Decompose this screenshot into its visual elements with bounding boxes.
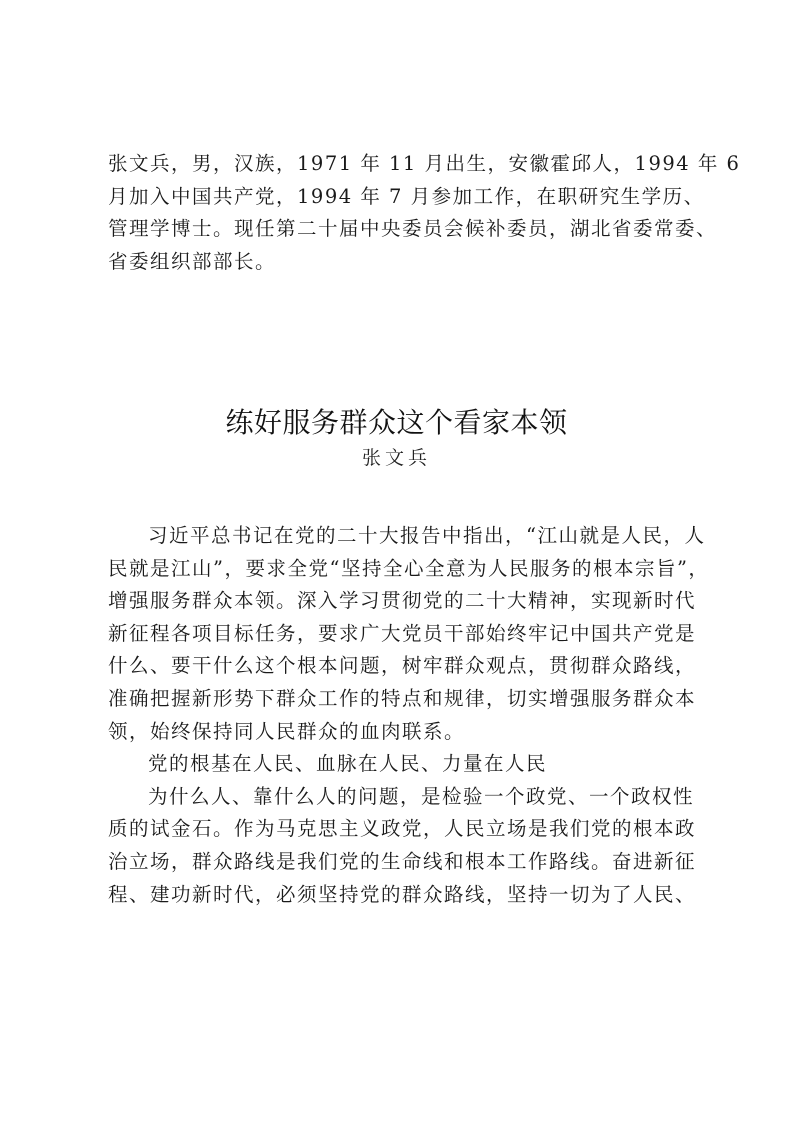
text-line: 什么、要干什么这个根本问题，树牢群众观点，贯彻群众路线， bbox=[108, 654, 697, 678]
text-line: 习近平总书记在党的二十大报告中指出，“江山就是人民，人 bbox=[148, 524, 706, 547]
section-heading: 党的根基在人民、血脉在人民、力量在人民 bbox=[148, 752, 548, 776]
paragraph-section-1 bbox=[108, 781, 698, 911]
author-bio bbox=[108, 148, 741, 278]
text-line: 新征程各项目标任务，要求广大党员干部始终牢记中国共产党是 bbox=[108, 621, 697, 645]
text-line: 程、建功新时代，必须坚持党的群众路线，坚持一切为了人民、 bbox=[108, 882, 697, 906]
paragraph-intro bbox=[108, 520, 710, 748]
article-header bbox=[0, 403, 793, 473]
bio-line: 管理学博士。现任第二十届中央委员会候补委员，湖北省委常委、 bbox=[108, 217, 718, 240]
text-line: 准确把握新形势下群众工作的特点和规律，切实增强服务群众本 bbox=[108, 686, 697, 710]
text-line: 为什么人、靠什么人的问题，是检验一个政党、一个政权性 bbox=[148, 784, 695, 808]
article-body bbox=[108, 520, 710, 911]
bio-line: 省委组织部部长。 bbox=[108, 249, 277, 273]
bio-line: 月加入中国共产党，1994 年 7 月参加工作，在职研究生学历、 bbox=[108, 184, 705, 208]
text-line: 治立场，群众路线是我们党的生命线和根本工作路线。奋进新征 bbox=[108, 849, 697, 873]
bio-line: 张文兵，男，汉族，1971 年 11 月出生，安徽霍邱人，1994 年 6 bbox=[108, 152, 741, 175]
text-line: 质的试金石。作为马克思主义政党，人民立场是我们党的根本政 bbox=[108, 817, 697, 841]
text-line: 增强服务群众本领。深入学习贯彻党的二十大精神，实现新时代 bbox=[108, 589, 697, 613]
text-line: 民就是江山”，要求全党“坚持全心全意为人民服务的根本宗旨”， bbox=[108, 556, 710, 580]
article-author: 张文兵 bbox=[361, 447, 431, 469]
text-line: 领，始终保持同人民群众的血肉联系。 bbox=[108, 719, 466, 743]
article-title: 练好服务群众这个看家本领 bbox=[225, 406, 568, 439]
